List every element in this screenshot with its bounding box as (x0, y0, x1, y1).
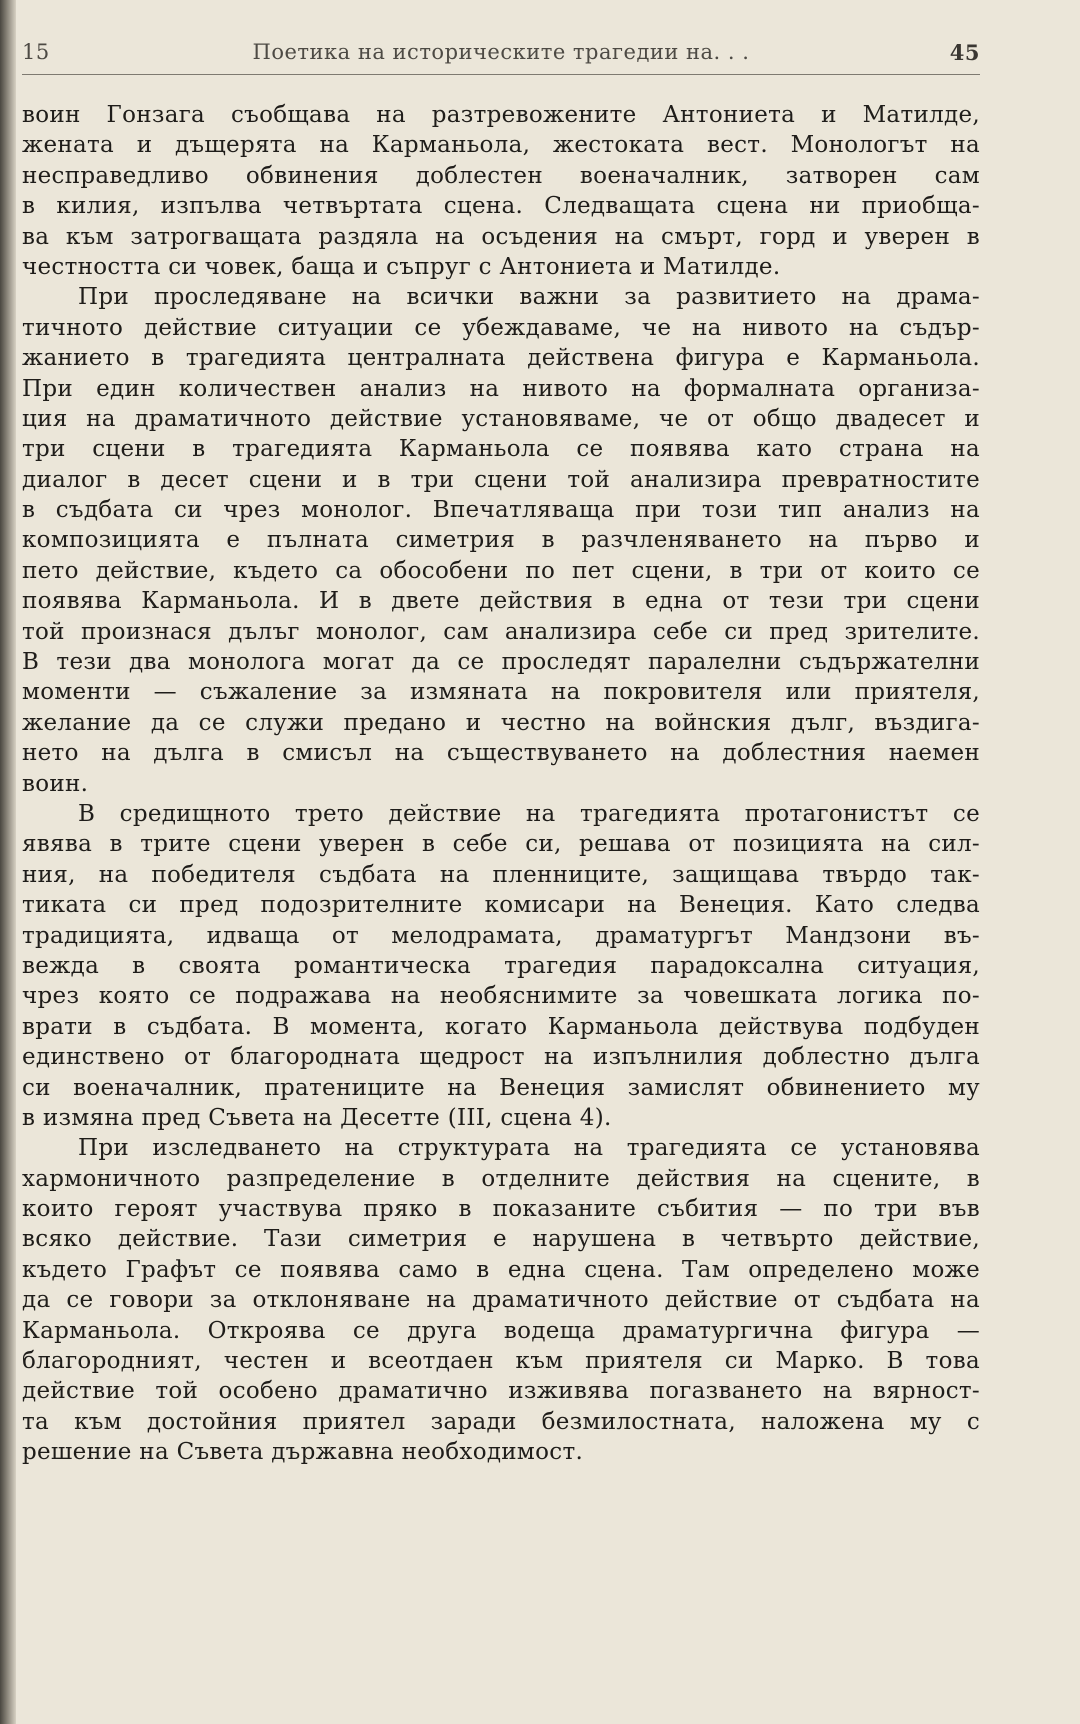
text-line: нето на дълга в смисъл на съществуването на доблестния наемен (22, 740, 980, 767)
text-line: решение на Съвета държавна необходимост. (22, 1439, 584, 1466)
text-line: благородният, честен и всеотдаен към приятеля си Марко. В това (22, 1348, 980, 1375)
text-line: жанието в трагедията централната действена фигура е Карманьола. (22, 345, 980, 372)
text-line: чрез която се подражава на необяснимите за човешката логика по- (22, 983, 980, 1010)
text-line: честността си човек, баща и съпруг с Антониета и Матилде. (22, 253, 781, 280)
text-line: пето действие, където са обособени по пет сцени, в три от които се (22, 557, 980, 584)
text-line: действие той особено драматично изживява погазването на вярност- (22, 1378, 980, 1405)
text-line: ва към затрогващата раздяла на осъдения на смърт, горд и уверен в (22, 223, 980, 250)
text-line: хармоничното разпределение в отделните действия на сцените, в (22, 1165, 980, 1192)
page-number: 45 (949, 40, 980, 65)
text-line: да се говори за отклоняване на драматичното действие от съдбата на (22, 1287, 980, 1314)
running-title: Поетика на историческите трагедии на. . . (252, 40, 750, 64)
text-line: воин Гонзага съобщава на разтревожените Антониета и Матилде, (22, 102, 980, 128)
text-line: ния, на победителя съдбата на пленниците, защищава твърдо так- (22, 861, 980, 888)
text-line: При проследяване на всички важни за развитието на драма- (78, 284, 980, 311)
text-line: воин. (22, 770, 89, 797)
text-line: появява Карманьола. И в двете действия в една от тези три сцени (22, 588, 980, 615)
text-line: единствено от благородната щедрост на изпълнилия доблестно дълга (22, 1044, 980, 1071)
text-line: си военачалник, пратениците на Венеция замислят обвинението му (22, 1074, 980, 1101)
page-number-left: 15 (22, 40, 50, 64)
text-line: в съдбата си чрез монолог. Впечатляваща при този тип анализ на (22, 497, 980, 524)
body-text (22, 100, 980, 1468)
text-line: жената и дъщерята на Карманьола, жестоката вест. Монологът на (22, 132, 980, 159)
header-rule (22, 74, 980, 75)
page-header (22, 36, 980, 76)
text-line: явява в трите сцени уверен в себе си, решава от позицията на сил- (22, 831, 980, 858)
text-line: традицията, идваща от мелодрамата, драматургът Мандзони въ- (22, 922, 980, 949)
book-spine-shadow (0, 0, 16, 1724)
text-line: При изследването на структурата на трагедията се установява (78, 1135, 980, 1162)
text-line: всяко действие. Тази симетрия е нарушена в четвърто действие, (22, 1226, 980, 1253)
text-line: той произнася дълъг монолог, сам анализира себе си пред зрителите. (22, 618, 980, 645)
text-line: врати в съдбата. В момента, когато Карманьола действува подбуден (22, 1013, 980, 1040)
text-line: диалог в десет сцени и в три сцени той анализира превратностите (22, 466, 980, 493)
text-line: тичното действие ситуации се убеждаваме, че на нивото на съдър- (22, 314, 980, 341)
text-line: В тези два монолога могат да се проследят паралелни съдържателни (22, 649, 980, 676)
text-line: При един количествен анализ на нивото на формалната организа- (22, 375, 980, 402)
text-line: В средищното трето действие на трагедията протагонистът се (78, 800, 980, 827)
text-line: в измяна пред Съвета на Десетте (III, сцена 4). (22, 1104, 612, 1131)
text-line: несправедливо обвинения доблестен военачалник, затворен сам (22, 162, 980, 189)
text-line: желание да се служи предано и честно на войнския дълг, въздига- (22, 709, 980, 736)
text-line: та към достойния приятел заради безмилостната, наложена му с (22, 1408, 980, 1435)
text-line: където Графът се появява само в една сцена. Там определено може (22, 1256, 980, 1283)
text-line: в килия, изпълва четвъртата сцена. Следващата сцена ни приобща- (22, 193, 980, 220)
text-line: композицията е пълната симетрия в разчленяването на първо и (22, 527, 980, 554)
text-line: Карманьола. Откроява се друга водеща драматургична фигура — (22, 1317, 980, 1344)
text-line: ция на драматичното действие установяваме, че от общо двадесет и (22, 405, 980, 432)
text-line: вежда в своята романтическа трагедия парадоксална ситуация, (22, 952, 980, 979)
text-line: моменти — съжаление за измяната на покровителя или приятеля, (22, 679, 980, 706)
text-line: три сцени в трагедията Карманьола се появява като страна на (22, 436, 980, 463)
text-line: които героят участвува пряко в показаните събития — по три във (22, 1196, 980, 1223)
text-line: тиката си пред подозрителните комисари на Венеция. Като следва (22, 892, 980, 919)
